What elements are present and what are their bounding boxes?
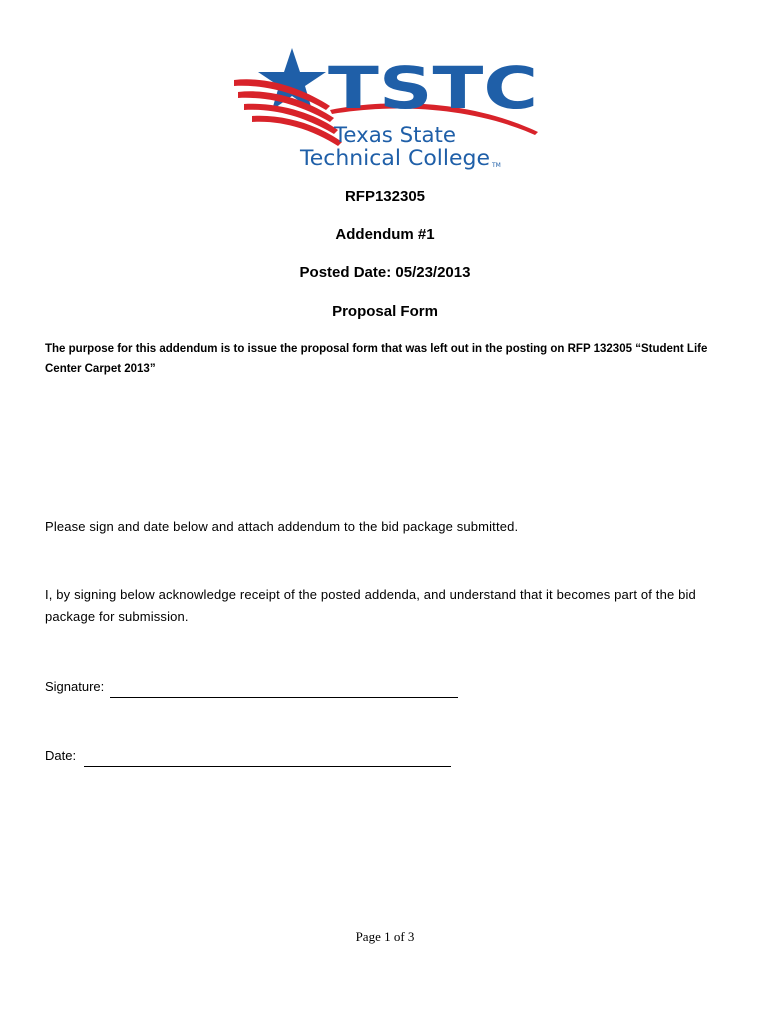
logo-line2: Technical College bbox=[298, 146, 490, 170]
date-field bbox=[45, 745, 451, 767]
page-number: Page 1 of 3 bbox=[355, 929, 415, 944]
posted-date: Posted Date: 05/23/2013 bbox=[299, 264, 471, 281]
acknowledgement-text: I, by signing below acknowledge receipt of the posted addenda, and understand that it becomes part of the bid package for submission. bbox=[45, 587, 696, 624]
date-label: Date: bbox=[45, 748, 77, 763]
sign-instructions: Please sign and date below and attach addendum to the bid package submitted. bbox=[45, 519, 519, 534]
signature-line[interactable] bbox=[110, 682, 458, 698]
logo-trademark: TM bbox=[492, 162, 501, 169]
date-line[interactable] bbox=[84, 751, 451, 767]
addendum-title: Addendum #1 bbox=[335, 226, 435, 243]
form-title: Proposal Form bbox=[332, 303, 438, 320]
signature-field bbox=[45, 676, 458, 698]
tstc-logo bbox=[230, 46, 540, 172]
purpose-statement: The purpose for this addendum is to issue the proposal form that was left out in the posting on RFP 132305 “Student Life Center Carpet 2013” bbox=[45, 343, 708, 375]
rfp-number: RFP132305 bbox=[344, 188, 426, 205]
logo-wordmark: TSTC bbox=[328, 54, 538, 122]
logo-line1: Texas State bbox=[332, 123, 456, 147]
signature-label: Signature: bbox=[45, 679, 105, 694]
